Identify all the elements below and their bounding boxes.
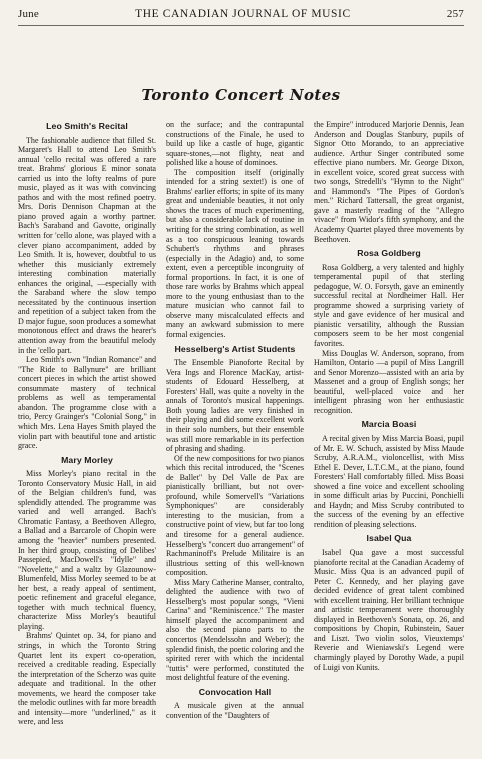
journal-title: THE CANADIAN JOURNAL OF MUSIC — [135, 8, 351, 20]
article-heading: Rosa Goldberg — [357, 248, 421, 259]
article-heading: Leo Smith's Recital — [46, 121, 128, 131]
article-paragraph: on the surface; and the contrapuntal constructions of the Finale, he used to build up like a castle of huge, gigantic square-stones,—not flighty, neat and polished like a house of dominoes. — [166, 120, 304, 168]
header-month: June — [18, 8, 39, 20]
article-paragraph: The composition itself (originally intended for a string sextet!) is one of Brahms' earlier efforts; in spite of its many great and undeniable beauties, it not only shows the traces of much experimenting, but also a considerable lack of routine in writing for the string combination, as well as a too conspicuous leaning towards Schubert's rhythms and phrases (especially in the Adagio) and, to some extent, even a perceptible incongruity of formal proportions. In fact, it is one of those rare works by Brahms which appeal more to the young enthusiast than to the mature musician who cannot fail to observe many miscalculated effects and many an awkward submission to mere formal exigencies. — [166, 167, 304, 340]
page-number: 257 — [446, 8, 464, 20]
article-paragraph: Miss Morley's piano recital in the Toronto Conservatory Music Hall, in aid of the Belgian children's fund, was splendidly attended. The programme was varied and well arranged. Bach's Chromatic Fantasy, a Beethoven Allegro, a Ballad and a Barcarole of Chopin were among the "heavier" numbers presented. In her third group, consisting of Delibes' Passepied, MacDowell's "Idylle" and "Novelette," and a waltz by Glazounow-Blumenfeld, Miss Morley seemed to be at her best, a ready appeal of sentiment, poetic refinement and graceful elegance, together with much technical fluency, characterize Miss Morley's beautiful playing. — [18, 469, 156, 631]
article-heading: Mary Morley — [61, 454, 113, 465]
article-paragraph: Brahms' Quintet op. 34, for piano and strings, in which the Toronto String Quartet lent its expert co-operation, received a creditable reading. Especially the interpretation of the Scherzo was quite adequate and traditional. In the other movements, we heard the composer take the melodic outlines with far more breadth and intensity—more "underlined," as it were, and less — [18, 631, 156, 727]
article-heading: Marcia Boasi — [361, 419, 417, 430]
article-paragraph: Isabel Qua gave a most successful pianoforte recital at the Canadian Academy of Music. Miss Qua is an advanced pupil of Peter C. Kennedy, and her playing gave decided evidence of great talent combined with excellent training. Her brilliant technique and artistic temperament were thoroughly displayed in Beethoven's Sonata, op. 26, and compositions by Chopin, Rubinstein, Sauer and Liszt. Two violin solos, Vieuxtemps' Reverie and Wieniawski's Legend were charmingly played by Dorothy Wade, a pupil of Luigi von Kunits. — [314, 547, 464, 672]
article-paragraph: Leo Smith's own "Indian Romance" and "The Ride to Ballynure" are brilliant concert pieces in which the artist showed consummate mastery of technical problems as well as temperamental abandon. The programme close with a trio, Percy Grainger's "Colonial Song," in which Mrs. Lena Hayes Smith played the violin part with beautiful tone and artistic grace. — [18, 355, 156, 451]
article-paragraph: the Empire" introduced Marjorie Dennis, Jean Anderson and Douglas Stanbury, pupils of Signor Otto Morando, to an appreciative audience. Arthur Singer contributed some effective piano numbers. Mr. George Dixon, in excellent voice, scored great success with two songs, Stredelli's "Hymn to the Night" and Hammond's "The Pipes of Gordon's men." Richard Tattersall, the great organist, gave a masterly reading of the "Allegro vivace" from Widor's fifth symphony, and the Academy Quartet played three movements by Beethoven. — [314, 120, 464, 244]
article-heading: Convocation Hall — [198, 686, 272, 697]
article-paragraph: Miss Mary Catherine Manser, contralto, delighted the audience with two of Hesselberg's most popular songs, "Vieni Carina" and "Reminiscence." The master himself played the accompaniment and also the second piano parts to the concertos (Mendelssohn and Weber); the splendid finish, the poetic coloring and the spirited rerer with which the incidental "tuttis" were performed, constituted the most delightful feature of the evening. — [166, 577, 304, 683]
column-left — [18, 120, 156, 756]
running-header — [18, 8, 464, 20]
section-title: Toronto Concert Notes — [141, 86, 341, 104]
article-heading: Isabel Qua — [366, 533, 412, 544]
article-heading: Hesselberg's Artist Students — [174, 343, 296, 354]
column-middle — [166, 120, 304, 756]
article-paragraph: Of the new compositions for two pianos which this recital introduced, the "Scenes de Ballet" by Del Valle de Pax are pianistically brilliant, but not over-profound, while Somervell's "Variations Symphoniques" are considerably interesting to the musician, from a constructive point of view, but far too long and tiresome for a general audience. Hesselberg's "concert duo arrangement" of Rachmaninoff's Prelude Militaire is an illustrious setting of this well-known composition. — [166, 453, 304, 578]
article-paragraph: Miss Douglas W. Anderson, soprano, from Hamilton, Ontario —a pupil of Miss Langrill and Senor Morenzo—assisted with an aria by Massenet and a group of English songs; her beautiful, well-placed voice and her intelligent phrasing won her enthusiastic recognition. — [314, 348, 464, 415]
header-rule — [18, 25, 464, 26]
article-paragraph: The Ensemble Pianoforte Recital by Vera Ings and Florence MacKay, artist-students of Edouard Hesselberg, at Foresters' Hall, was quite a novelty in the annals of Toronto's musical happenings. Both young ladies are very finished in their playing and did some excellent work in their solo numbers, but their ensemble was still more remarkable in its perfection of phrasing and shading. — [166, 358, 304, 454]
article-paragraph: The fashionable audience that filled St. Margaret's Hall to attend Leo Smith's annual 'cello recital was offered a rare treat. Brahms' glorious E minor sonata carried us into the lofty realms of pure music, played as it was with convincing pathos and with the most refined poetry. Mrs. Doris Dennison Chapman at the piano proved again a worthy partner. Bach's Saraband and Gavotte, originally written for 'cello alone, was played with a clever piano accompaniment, added by Leo Smith. It is, however, doubtful to us whether this musicianly extremely interesting combination materially enhances the original, —especially with the Saraband where the slow tempo necessitated by the continuous insertion and repetition of a subject taken from the D major fugue, soon produces a somewhat monotonous effect and draws the hearer's attention away from the beautiful melody in the 'cello part. — [18, 135, 156, 355]
article-paragraph: A recital given by Miss Marcia Boasi, pupil of Mr. E. W. Schuch, assisted by Miss Maude Scruby, A.R.A.M., violoncellist, with Miss Ethel E. Dever, L.T.C.M., at the piano, found Foresters' Hall comfortably filled. Miss Boasi showed a fine voice and excellent schooling in some difficult arias by Puccini, Ponchielli and Haydn; and Miss Scruby contributed to the success of the evening by an effective rendition of pleasing selections. — [314, 433, 464, 529]
column-right — [314, 120, 464, 756]
article-paragraph: Rosa Goldberg, a very talented and highly temperamental pupil of that sterling pedagogue, W. O. Forsyth, gave an eminently successful recital at Nordheimer Hall. Her programme showed a surprising variety of style and gave evidence of her musical and pianistic versatility, although the Russian composers seem to be her most congenial favorites. — [314, 262, 464, 349]
article-paragraph: A musicale given at the annual convention of the "Daughters of — [166, 701, 304, 720]
